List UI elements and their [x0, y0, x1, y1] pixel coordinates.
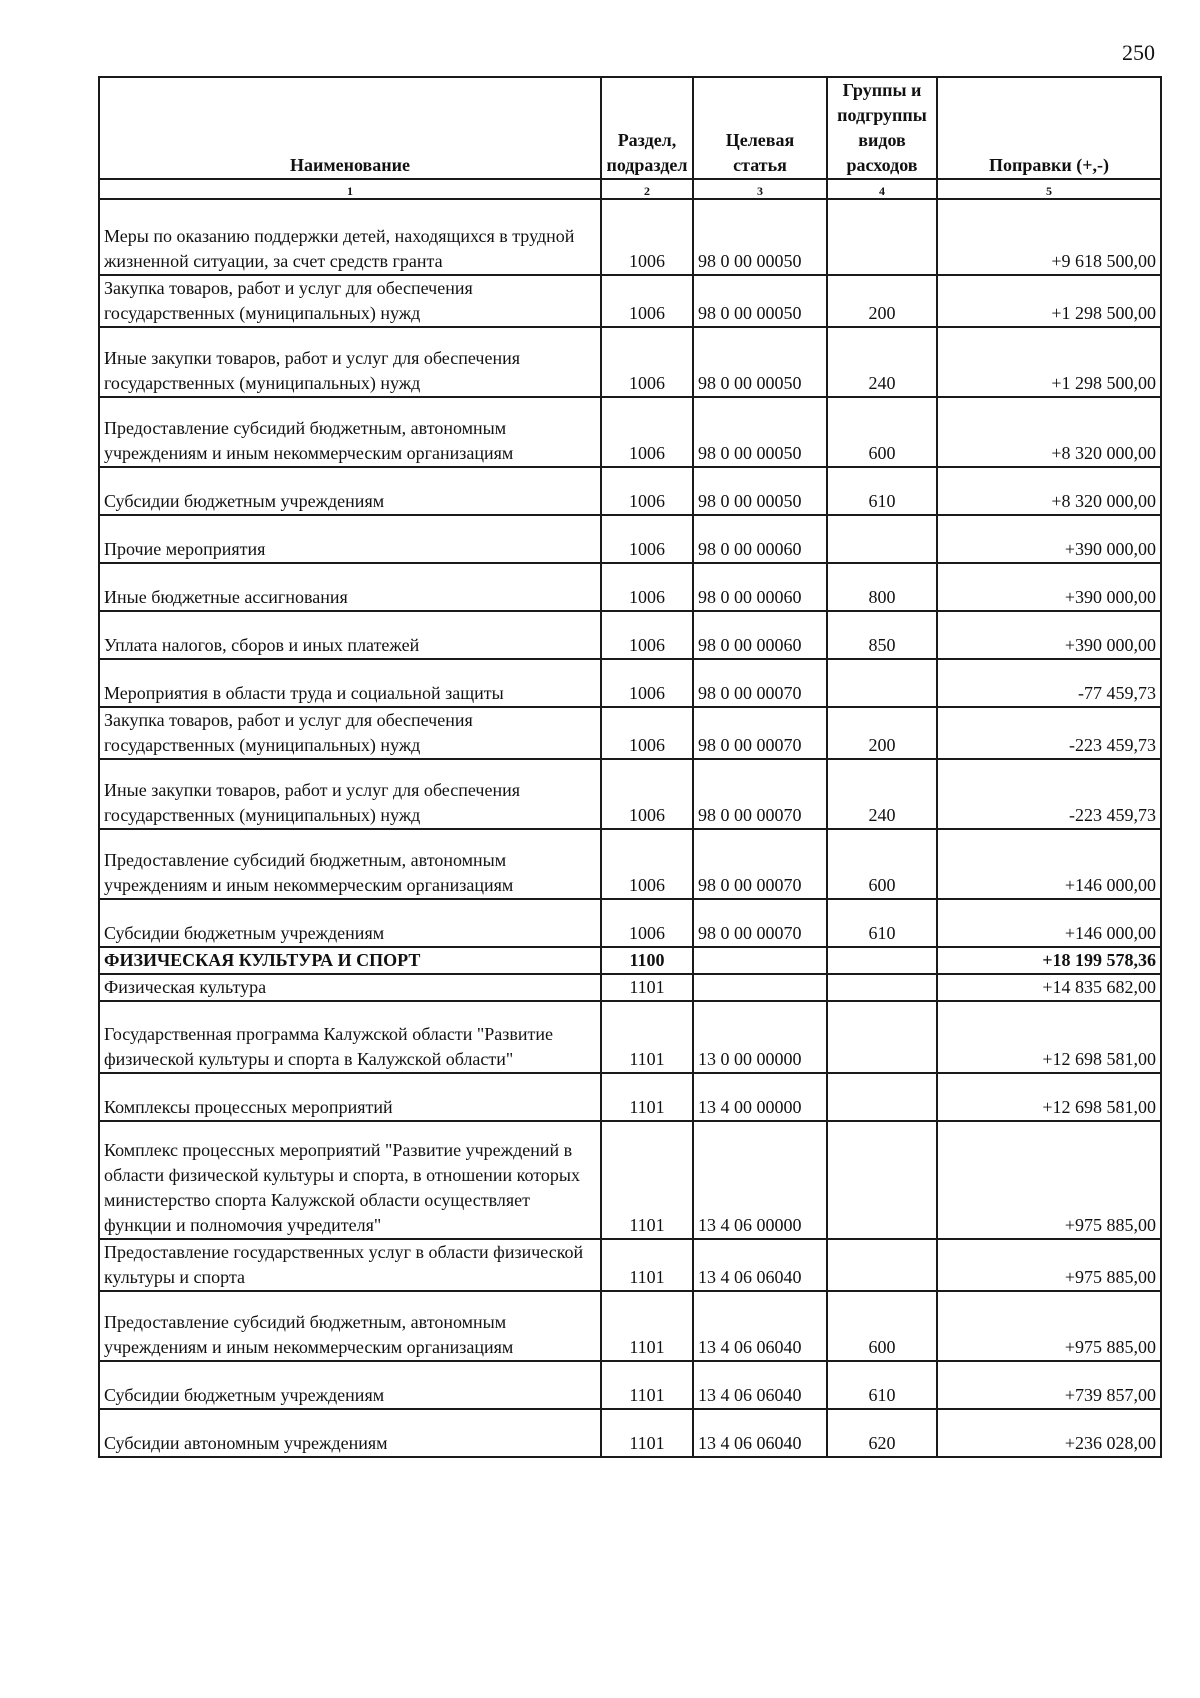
row-name: Предоставление государственных услуг в области физической культуры и спорта	[99, 1239, 601, 1291]
table-row	[99, 707, 1161, 759]
row-name: Предоставление субсидий бюджетным, автономным учреждениям и иным некоммерческим организациям	[99, 397, 601, 467]
row-group: 850	[827, 611, 937, 659]
row-target: 13 4 06 06040	[693, 1409, 827, 1457]
row-name: Государственная программа Калужской области "Развитие физической культуры и спорта в Калужской области"	[99, 1001, 601, 1073]
table-row	[99, 611, 1161, 659]
row-target: 98 0 00 00050	[693, 327, 827, 397]
row-amount: +975 885,00	[937, 1239, 1161, 1291]
table-row	[99, 759, 1161, 829]
column-number: 3	[693, 179, 827, 199]
row-section: 1101	[601, 1001, 693, 1073]
row-group: 200	[827, 707, 937, 759]
row-group: 610	[827, 467, 937, 515]
row-section: 1101	[601, 974, 693, 1001]
table-row	[99, 829, 1161, 899]
table-row	[99, 467, 1161, 515]
row-name: Субсидии автономным учреждениям	[99, 1409, 601, 1457]
row-group	[827, 1073, 937, 1121]
column-number: 2	[601, 179, 693, 199]
row-group: 600	[827, 397, 937, 467]
row-target: 98 0 00 00070	[693, 899, 827, 947]
row-section: 1006	[601, 759, 693, 829]
row-name: Субсидии бюджетным учреждениям	[99, 899, 601, 947]
row-group	[827, 199, 937, 275]
row-group	[827, 974, 937, 1001]
row-name: Субсидии бюджетным учреждениям	[99, 467, 601, 515]
row-section: 1006	[601, 611, 693, 659]
row-group: 610	[827, 899, 937, 947]
row-target: 13 4 06 00000	[693, 1121, 827, 1239]
row-group	[827, 515, 937, 563]
row-name: Иные закупки товаров, работ и услуг для обеспечения государственных (муниципальных) нужд	[99, 759, 601, 829]
row-group: 600	[827, 1291, 937, 1361]
row-name: Предоставление субсидий бюджетным, автономным учреждениям и иным некоммерческим организациям	[99, 1291, 601, 1361]
row-amount: +9 618 500,00	[937, 199, 1161, 275]
row-target: 98 0 00 00070	[693, 759, 827, 829]
row-target: 98 0 00 00070	[693, 707, 827, 759]
row-group: 610	[827, 1361, 937, 1409]
row-name: Иные закупки товаров, работ и услуг для обеспечения государственных (муниципальных) нужд	[99, 327, 601, 397]
row-amount: +1 298 500,00	[937, 327, 1161, 397]
table-row	[99, 397, 1161, 467]
page-number: 250	[1122, 40, 1155, 65]
row-section: 1100	[601, 947, 693, 974]
table-row	[99, 1361, 1161, 1409]
column-number: 4	[827, 179, 937, 199]
row-amount: +8 320 000,00	[937, 397, 1161, 467]
row-group: 800	[827, 563, 937, 611]
row-name: Комплекс процессных мероприятий "Развитие учреждений в области физической культуры и спорта, в отношении которых министерство спорта Калужской области осуществляет функции и полномочия учредителя"	[99, 1121, 601, 1239]
row-section: 1006	[601, 707, 693, 759]
row-group	[827, 1239, 937, 1291]
table-row	[99, 1239, 1161, 1291]
row-group	[827, 659, 937, 707]
row-section: 1006	[601, 829, 693, 899]
row-amount: +390 000,00	[937, 611, 1161, 659]
table-row	[99, 659, 1161, 707]
row-amount: -223 459,73	[937, 707, 1161, 759]
table-row	[99, 327, 1161, 397]
row-amount: +12 698 581,00	[937, 1073, 1161, 1121]
row-target: 98 0 00 00060	[693, 611, 827, 659]
row-section: 1101	[601, 1361, 693, 1409]
row-section: 1101	[601, 1073, 693, 1121]
row-amount: +236 028,00	[937, 1409, 1161, 1457]
row-target: 13 4 06 06040	[693, 1361, 827, 1409]
row-target: 98 0 00 00070	[693, 659, 827, 707]
table-row	[99, 563, 1161, 611]
row-amount: +390 000,00	[937, 515, 1161, 563]
row-amount: -77 459,73	[937, 659, 1161, 707]
row-section: 1101	[601, 1409, 693, 1457]
row-target	[693, 947, 827, 974]
row-name: Комплексы процессных мероприятий	[99, 1073, 601, 1121]
row-group: 620	[827, 1409, 937, 1457]
row-target: 98 0 00 00070	[693, 829, 827, 899]
row-amount: +146 000,00	[937, 829, 1161, 899]
row-target: 13 4 06 06040	[693, 1239, 827, 1291]
table-row	[99, 899, 1161, 947]
row-group	[827, 1001, 937, 1073]
row-section: 1006	[601, 467, 693, 515]
header-amount: Поправки (+,-)	[937, 77, 1161, 179]
table-row	[99, 947, 1161, 974]
row-amount: +390 000,00	[937, 563, 1161, 611]
row-section: 1006	[601, 199, 693, 275]
table-row	[99, 199, 1161, 275]
header-section: Раздел, подраздел	[601, 77, 693, 179]
row-name: Меры по оказанию поддержки детей, находящихся в трудной жизненной ситуации, за счет средств гранта	[99, 199, 601, 275]
row-group	[827, 947, 937, 974]
row-amount: +14 835 682,00	[937, 974, 1161, 1001]
row-name: Прочие мероприятия	[99, 515, 601, 563]
row-amount: +12 698 581,00	[937, 1001, 1161, 1073]
row-section: 1101	[601, 1121, 693, 1239]
row-name: Мероприятия в области труда и социальной защиты	[99, 659, 601, 707]
column-number: 1	[99, 179, 601, 199]
row-section: 1006	[601, 275, 693, 327]
row-target: 98 0 00 00060	[693, 515, 827, 563]
row-amount: +975 885,00	[937, 1121, 1161, 1239]
row-group	[827, 1121, 937, 1239]
row-name: Предоставление субсидий бюджетным, автономным учреждениям и иным некоммерческим организациям	[99, 829, 601, 899]
row-group: 240	[827, 759, 937, 829]
row-group: 600	[827, 829, 937, 899]
table-row	[99, 515, 1161, 563]
row-section: 1006	[601, 659, 693, 707]
budget-table	[98, 76, 1162, 1458]
row-name: Иные бюджетные ассигнования	[99, 563, 601, 611]
row-group: 240	[827, 327, 937, 397]
row-target: 98 0 00 00050	[693, 199, 827, 275]
header-group: Группы и подгруппы видов расходов	[827, 77, 937, 179]
row-section: 1006	[601, 899, 693, 947]
row-name: Уплата налогов, сборов и иных платежей	[99, 611, 601, 659]
row-target: 98 0 00 00050	[693, 275, 827, 327]
row-section: 1101	[601, 1239, 693, 1291]
table-row	[99, 1073, 1161, 1121]
column-number: 5	[937, 179, 1161, 199]
row-amount: +18 199 578,36	[937, 947, 1161, 974]
row-amount: +975 885,00	[937, 1291, 1161, 1361]
table-row	[99, 974, 1161, 1001]
table-row	[99, 1409, 1161, 1457]
row-name: Закупка товаров, работ и услуг для обеспечения государственных (муниципальных) нужд	[99, 275, 601, 327]
row-section: 1006	[601, 397, 693, 467]
header-name: Наименование	[99, 77, 601, 179]
row-amount: +1 298 500,00	[937, 275, 1161, 327]
row-target: 98 0 00 00050	[693, 397, 827, 467]
table-row	[99, 1121, 1161, 1239]
header-target: Целевая статья	[693, 77, 827, 179]
row-section: 1101	[601, 1291, 693, 1361]
row-name: Физическая культура	[99, 974, 601, 1001]
row-section: 1006	[601, 327, 693, 397]
row-target: 13 4 06 06040	[693, 1291, 827, 1361]
row-section: 1006	[601, 563, 693, 611]
row-amount: -223 459,73	[937, 759, 1161, 829]
row-target: 13 0 00 00000	[693, 1001, 827, 1073]
row-name: Закупка товаров, работ и услуг для обеспечения государственных (муниципальных) нужд	[99, 707, 601, 759]
row-target: 98 0 00 00060	[693, 563, 827, 611]
row-target	[693, 974, 827, 1001]
row-name: Субсидии бюджетным учреждениям	[99, 1361, 601, 1409]
row-name: ФИЗИЧЕСКАЯ КУЛЬТУРА И СПОРТ	[99, 947, 601, 974]
table-row	[99, 1291, 1161, 1361]
row-section: 1006	[601, 515, 693, 563]
table-row	[99, 275, 1161, 327]
row-amount: +146 000,00	[937, 899, 1161, 947]
row-group: 200	[827, 275, 937, 327]
table-row	[99, 1001, 1161, 1073]
row-target: 98 0 00 00050	[693, 467, 827, 515]
row-amount: +8 320 000,00	[937, 467, 1161, 515]
row-amount: +739 857,00	[937, 1361, 1161, 1409]
row-target: 13 4 00 00000	[693, 1073, 827, 1121]
